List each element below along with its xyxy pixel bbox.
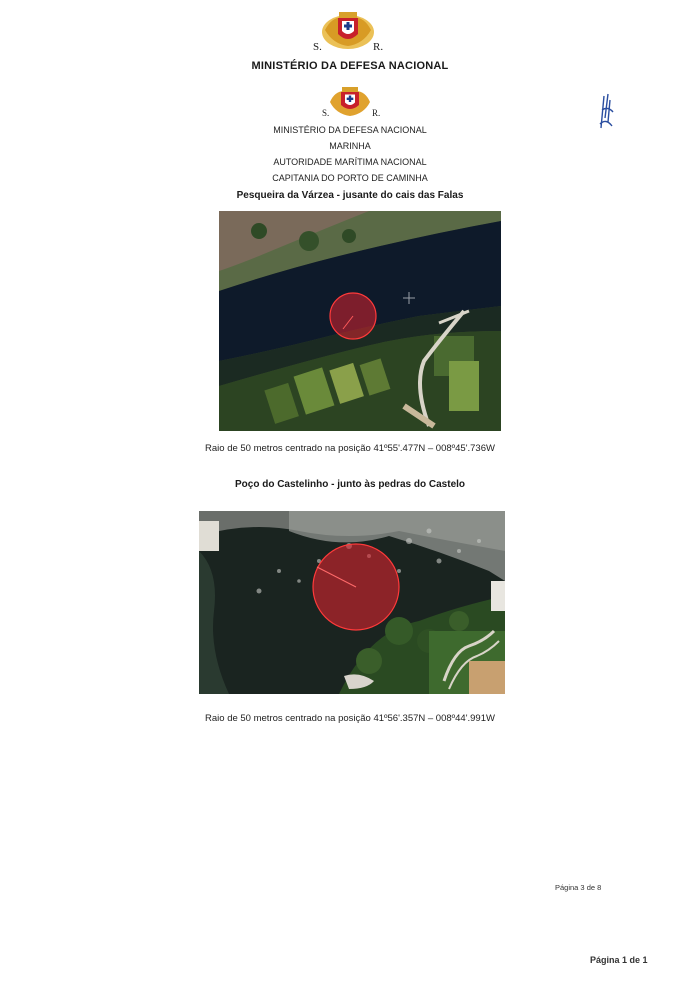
header-line-autoridade: AUTORIDADE MARÍTIMA NACIONAL xyxy=(273,157,427,167)
handwritten-signature xyxy=(596,88,618,134)
header-line-marinha: MARINHA xyxy=(329,141,371,151)
section-1-caption: Raio de 50 metros centrado na posição 41º55'.477N – 008º45'.736W xyxy=(205,443,495,454)
top-emblem xyxy=(319,8,377,52)
second-emblem xyxy=(326,84,374,120)
top-r-letter: R. xyxy=(373,41,384,53)
outer-page-number: Página 1 de 1 xyxy=(590,955,648,965)
section-2-title: Poço do Castelinho - junto às pedras do Castelo xyxy=(234,479,466,490)
second-r-letter: R. xyxy=(372,108,381,118)
coat-of-arms-icon xyxy=(319,8,377,52)
header-line-capitania: CAPITANIA DO PORTO DE CAMINHA xyxy=(272,173,428,183)
inner-page-number: Página 3 de 8 xyxy=(555,883,602,892)
top-ministry-title: MINISTÉRIO DA DEFESA NACIONAL xyxy=(251,60,449,72)
header-line-ministry: MINISTÉRIO DA DEFESA NACIONAL xyxy=(273,125,427,135)
aerial-map-pesqueira xyxy=(219,211,501,431)
section-2-caption: Raio de 50 metros centrado na posição 41º56'.357N – 008º44'.991W xyxy=(205,713,495,724)
top-s-letter: S. xyxy=(313,41,322,53)
second-s-letter: S. xyxy=(322,108,330,118)
coat-of-arms-icon xyxy=(326,84,374,120)
aerial-map-castelinho xyxy=(199,511,505,694)
section-1-title: Pesqueira da Várzea - jusante do cais das Falas xyxy=(236,190,464,201)
